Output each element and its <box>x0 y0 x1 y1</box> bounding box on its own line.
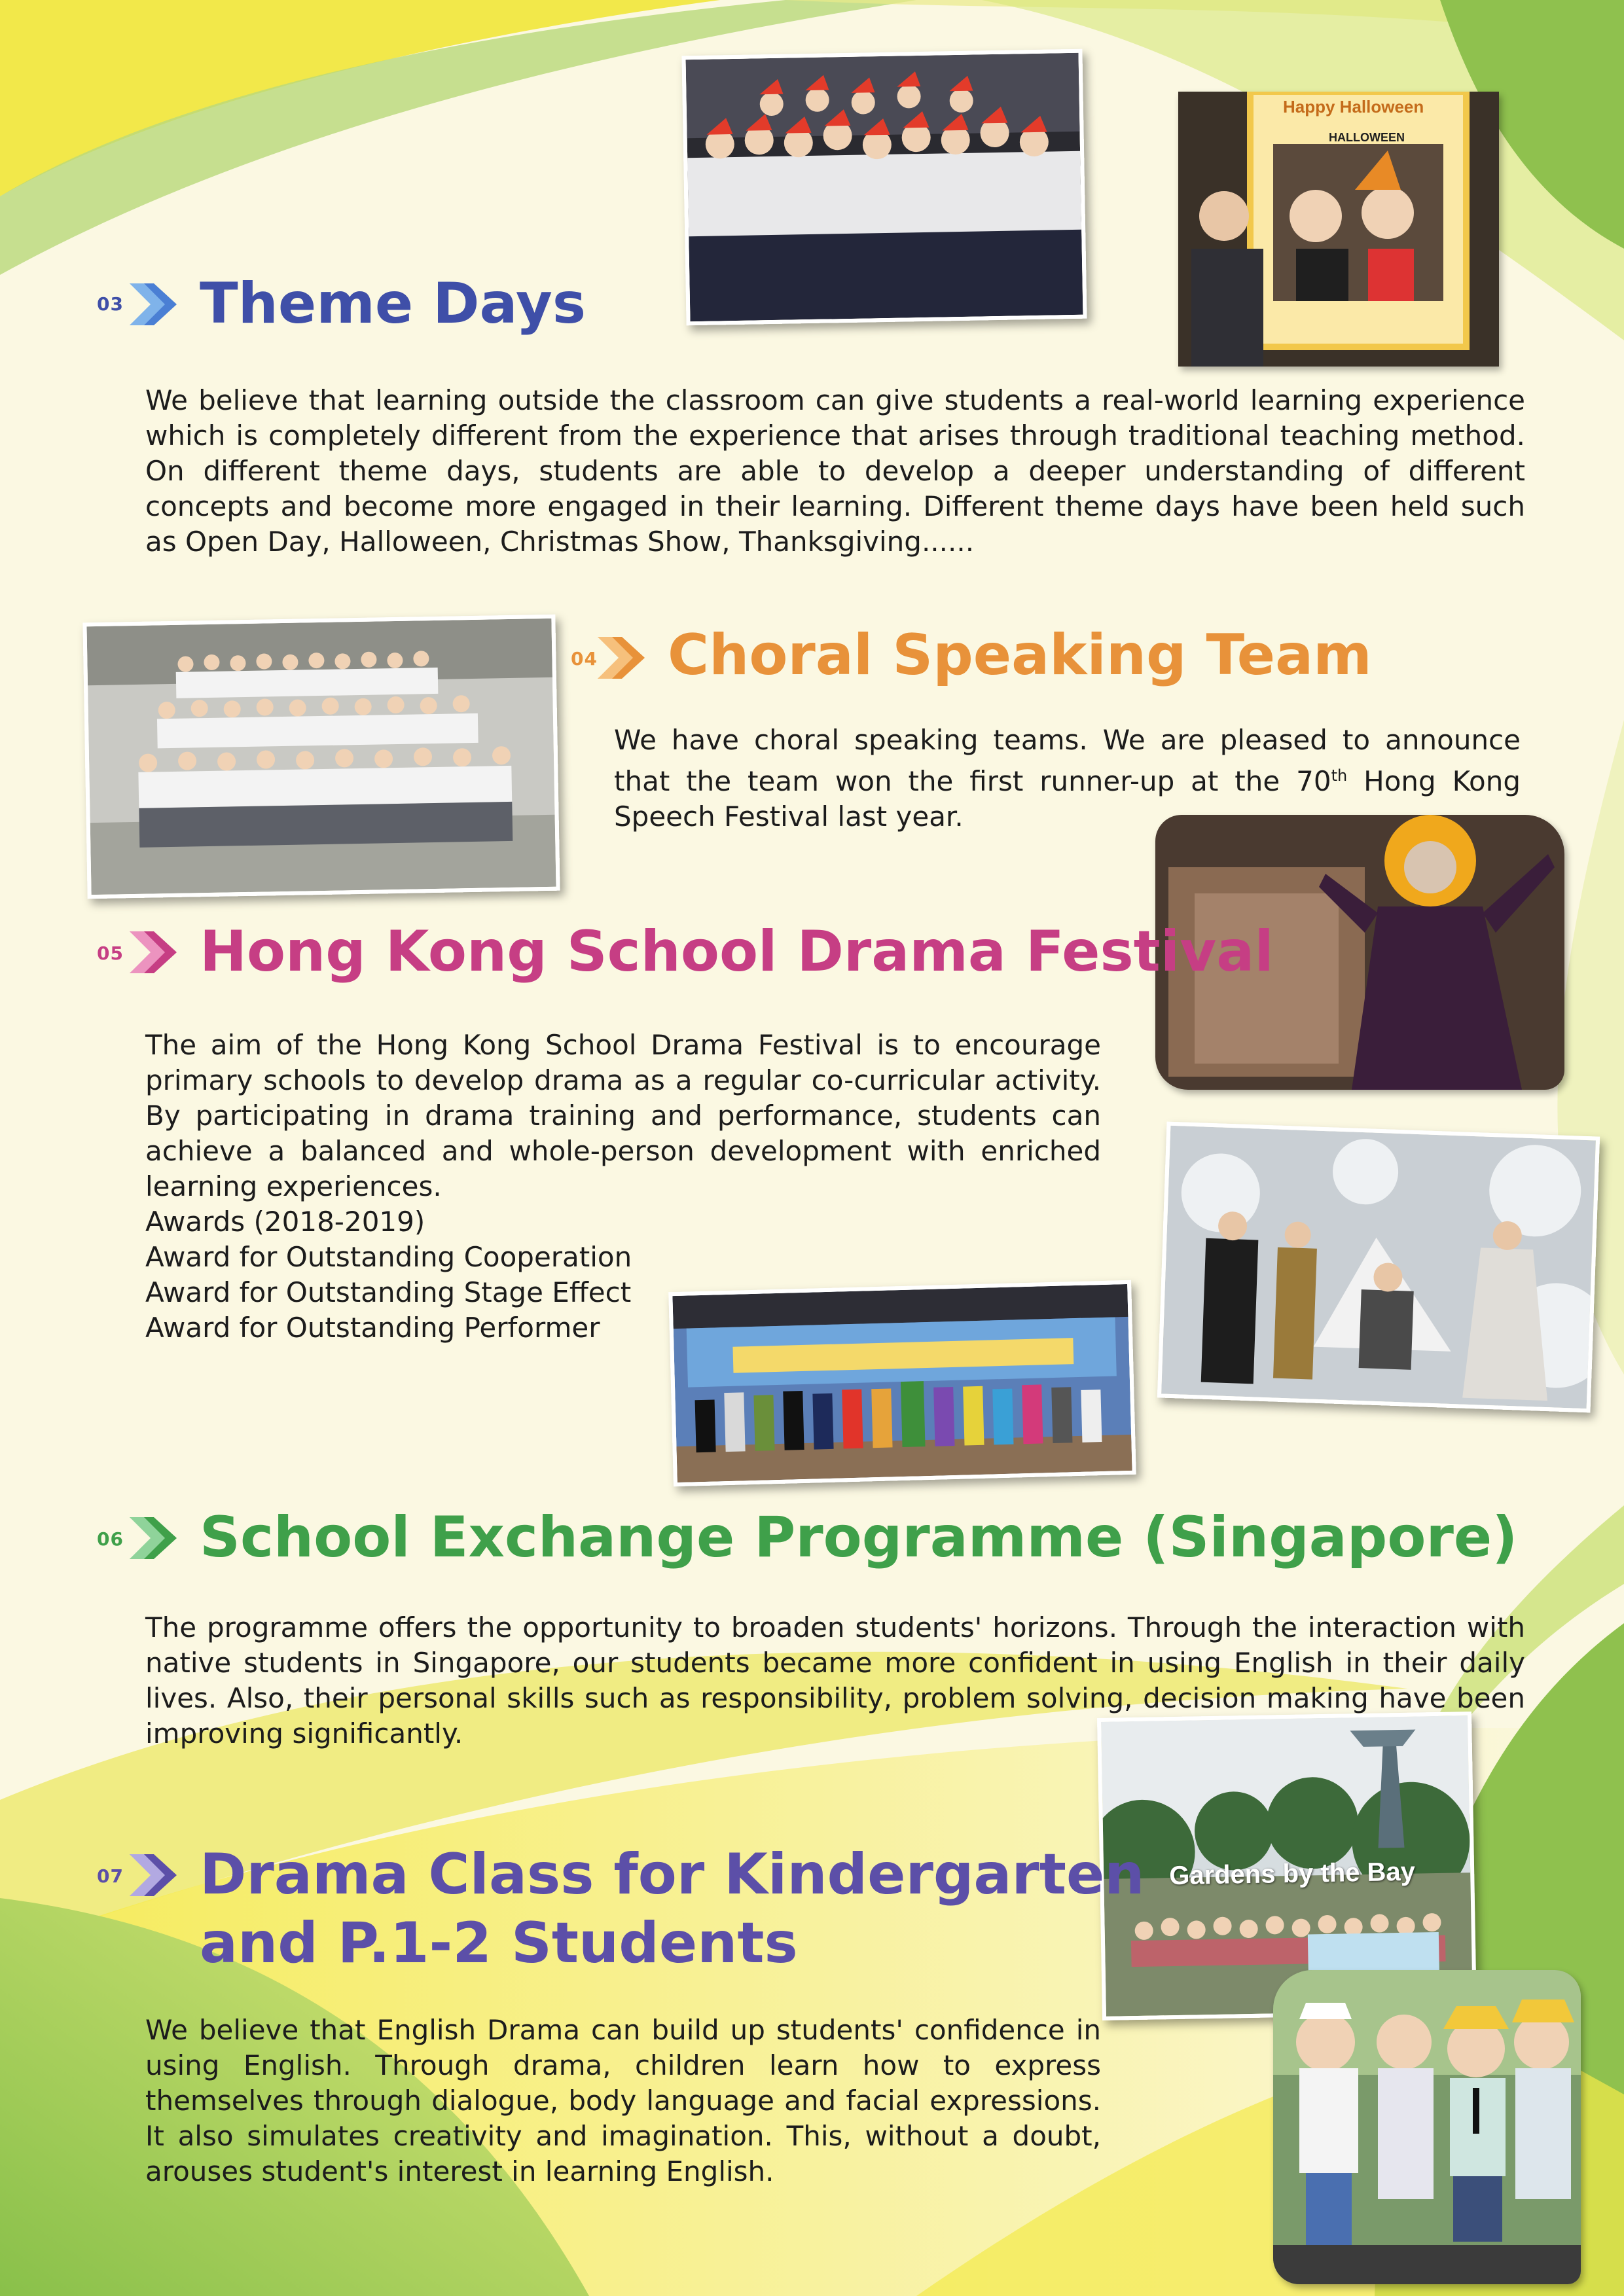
body-paragraph: The programme offers the opportunity to broaden students' horizons. Through the interaction with native students in Singapore, our students became more confident in using English in their daily lives. Also, their personal skills such as responsibility, problem solving, decision making have been improving significantly. <box>145 1611 1525 1749</box>
section-number: 05 <box>97 942 124 964</box>
award-item: Award for Outstanding Stage Effect <box>145 1276 632 1308</box>
award-item: Award for Outstanding Performer <box>145 1312 600 1344</box>
photo-christmas-choir <box>681 49 1087 326</box>
frame-text-top: Happy Halloween <box>1283 97 1424 117</box>
awards-list <box>145 1204 682 1346</box>
section-number: 07 <box>97 1865 124 1887</box>
awards-heading: Awards (2018-2019) <box>145 1206 425 1238</box>
chevron-right-icon <box>124 926 183 978</box>
section-number: 03 <box>97 293 124 315</box>
section-title: and P.1-2 Students <box>200 1910 798 1976</box>
body-text: We have choral speaking teams. We are pleased to announce that the team won the first runner-up at the 70 <box>614 724 1521 797</box>
body-text: Hong Kong Speech Festival last year. <box>614 765 1521 833</box>
section-body <box>145 383 1525 560</box>
photo-kindergarten-drama <box>1273 1970 1581 2284</box>
section-title: Theme Days <box>200 271 586 336</box>
gardens-sign: Gardens by the Bay <box>1168 1857 1416 1891</box>
body-paragraph: We believe that English Drama can build up students' confidence in using English. Through drama, children learn how to express themselves through dialogue, body language and facial expressions. It also simulates creativity and imagination. This, without a doubt, arouses student's interest in learning English. <box>145 2014 1101 2187</box>
body-paragraph: We believe that learning outside the classroom can give students a real-world learning experience which is completely different from the experience that arises through traditional teaching method. On different theme days, students are able to develop a deeper understanding of different concepts and become more engaged in their learning. Different theme days have been held such as Open Day, Halloween, Christmas Show, Thanksgiving...... <box>145 384 1525 558</box>
section-title: Choral Speaking Team <box>668 622 1372 688</box>
chevron-right-icon <box>124 1512 183 1564</box>
section-title: School Exchange Programme (Singapore) <box>200 1505 1518 1570</box>
body-superscript: th <box>1331 766 1348 785</box>
section-number: 06 <box>97 1528 124 1550</box>
award-item: Award for Outstanding Cooperation <box>145 1241 632 1273</box>
section-number: 04 <box>571 648 598 670</box>
chevron-right-icon <box>124 1849 183 1901</box>
frame-text-mid: HALLOWEEN <box>1329 131 1405 144</box>
photo-drama-stage-group <box>668 1280 1136 1486</box>
photo-drama-snow <box>1157 1122 1600 1413</box>
section-title: Hong Kong School Drama Festival <box>200 919 1274 984</box>
section-title: Drama Class for Kindergarten <box>200 1842 1145 1907</box>
section-body <box>145 2013 1101 2189</box>
body-paragraph: The aim of the Hong Kong School Drama Festival is to encourage primary schools to develop drama as a regular co-curricular activity. By participating in drama training and performance, students can achieve a balanced and whole-person development with enriched learning experiences. <box>145 1029 1101 1202</box>
chevron-right-icon <box>592 632 651 684</box>
section-body <box>145 1028 1101 1204</box>
photo-halloween <box>1178 92 1499 367</box>
chevron-right-icon <box>124 278 183 331</box>
photo-choral-team <box>82 615 560 899</box>
